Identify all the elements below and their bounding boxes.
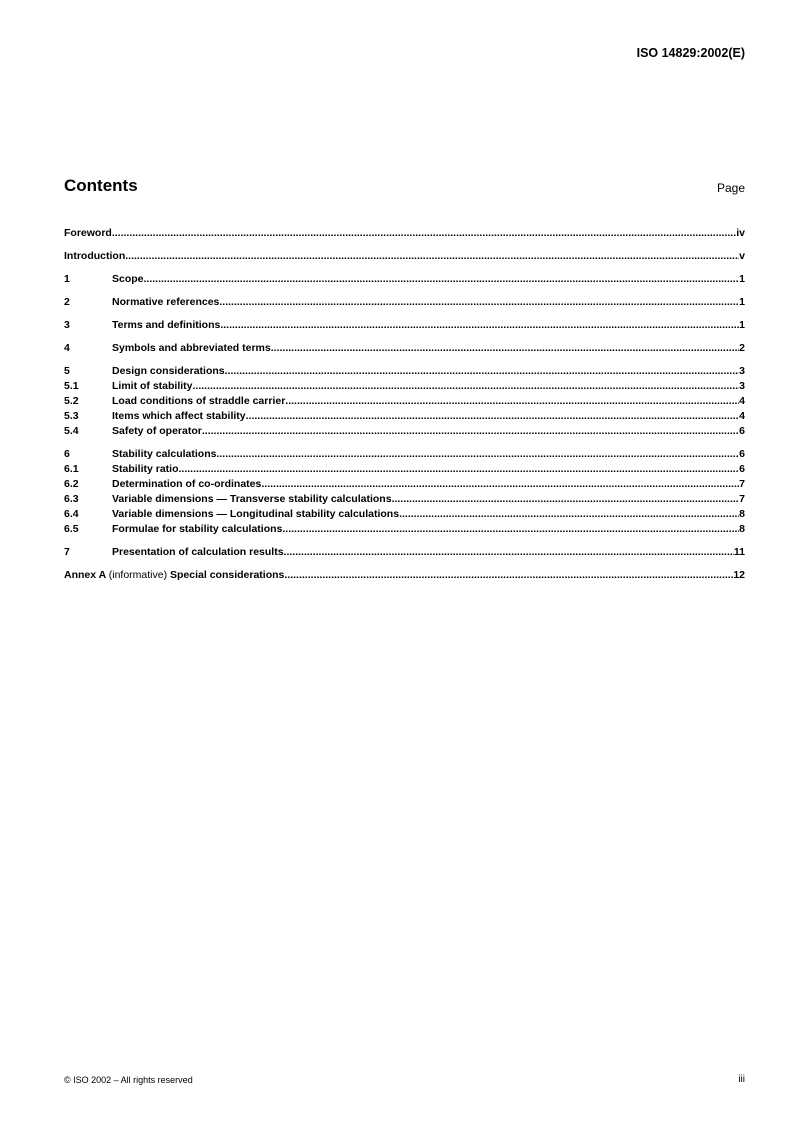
toc-leader-dots: [285, 394, 739, 409]
toc-entry-5-2[interactable]: [64, 394, 745, 409]
toc-entry-title: Determination of co-ordinates: [112, 478, 262, 490]
toc-entry-page: 3: [739, 380, 745, 392]
toc-entry-number: 6.3: [64, 493, 79, 505]
toc-entry-7[interactable]: [64, 545, 745, 560]
toc-entry-number: 5.2: [64, 395, 79, 407]
toc-entry-page: 4: [739, 395, 745, 407]
toc-leader-dots: [179, 462, 740, 477]
toc-entry-number: 5: [64, 365, 70, 377]
toc-entry-number: 2: [64, 296, 70, 308]
toc-entry-number: 6.1: [64, 463, 79, 475]
toc-entry-title: Formulae for stability calculations: [112, 523, 283, 535]
toc-entry-number: 7: [64, 546, 70, 558]
toc-entry-1[interactable]: [64, 272, 745, 287]
toc-entry-page: 12: [733, 569, 745, 581]
toc-entry-number: 5.3: [64, 410, 79, 422]
document-code: ISO 14829:2002(E): [636, 46, 745, 60]
toc-entry-number: 6.4: [64, 508, 79, 520]
toc-leader-dots: [193, 379, 740, 394]
page-column-label: Page: [716, 181, 745, 195]
toc-entry-title: Design considerations: [112, 365, 225, 377]
toc-entry-page: 8: [739, 508, 745, 520]
toc-entry-title: Presentation of calculation results: [112, 546, 284, 558]
annex-informative-note: (informative): [108, 569, 168, 581]
toc-entry-number: 6.5: [64, 523, 79, 535]
toc-entry-page: 1: [739, 319, 745, 331]
toc-entry-page: 6: [739, 448, 745, 460]
toc-annex-heading: [64, 568, 284, 583]
toc-entry-title: Symbols and abbreviated terms: [112, 342, 271, 354]
toc-entry-3[interactable]: [64, 318, 745, 333]
toc-entry-number: 4: [64, 342, 70, 354]
toc-entry-page: v: [739, 250, 745, 262]
toc-entry-number: 5.4: [64, 425, 79, 437]
toc-entry-page: 1: [739, 273, 745, 285]
toc-leader-dots: [125, 249, 739, 264]
toc-leader-dots: [112, 226, 736, 241]
toc-entry-4[interactable]: [64, 341, 745, 356]
toc-entry-page: 7: [739, 478, 745, 490]
toc-entry-annex-a[interactable]: [64, 568, 745, 583]
copyright-notice: © ISO 2002 – All rights reserved: [64, 1075, 193, 1085]
toc-entry-title: Stability calculations: [112, 448, 217, 460]
toc-entry-page: 1: [739, 296, 745, 308]
toc-entry-5-3[interactable]: [64, 409, 745, 424]
toc-entry-title: Limit of stability: [112, 380, 193, 392]
toc-entry-title: Variable dimensions — Longitudinal stability calculations: [112, 508, 400, 520]
toc-entry-number: 1: [64, 273, 70, 285]
toc-entry-title: Variable dimensions — Transverse stability calculations: [112, 493, 392, 505]
toc-leader-dots: [399, 507, 739, 522]
toc-entry-number: 6: [64, 448, 70, 460]
toc-leader-dots: [216, 447, 739, 462]
toc-entry-number: 3: [64, 319, 70, 331]
toc-entry-title: Introduction: [64, 250, 126, 262]
toc-entry-6-2[interactable]: [64, 477, 745, 492]
contents-heading: Contents: [64, 176, 138, 195]
toc-entry-number: 6.2: [64, 478, 79, 490]
toc-entry-page: 3: [739, 365, 745, 377]
toc-entry-6-5[interactable]: [64, 522, 745, 537]
toc-entry-title: Stability ratio: [112, 463, 179, 475]
toc-entry-title: Terms and definitions: [112, 319, 221, 331]
toc-entry-page: 11: [733, 546, 745, 558]
toc-entry-title: Normative references: [112, 296, 220, 308]
toc-leader-dots: [219, 295, 739, 310]
toc-entry-page: 6: [739, 425, 745, 437]
toc-entry-introduction[interactable]: [64, 249, 745, 264]
toc-leader-dots: [144, 272, 740, 287]
toc-entry-title: Safety of operator: [112, 425, 202, 437]
toc-entry-5-1[interactable]: [64, 379, 745, 394]
toc-leader-dots: [261, 477, 739, 492]
toc-entry-5-4[interactable]: [64, 424, 745, 439]
toc-leader-dots: [202, 424, 739, 439]
toc-entry-title: Load conditions of straddle carrier: [112, 395, 286, 407]
toc-entry-title: Scope: [112, 273, 144, 285]
toc-entry-number: 5.1: [64, 380, 79, 392]
toc-entry-title: Items which affect stability: [112, 410, 246, 422]
toc-entry-page: 4: [739, 410, 745, 422]
toc-entry-page: 6: [739, 463, 745, 475]
toc-entry-page: 2: [739, 342, 745, 354]
toc-leader-dots: [282, 522, 739, 537]
toc-entry-5[interactable]: [64, 364, 745, 379]
page-number: iii: [738, 1074, 745, 1085]
toc-entry-6-3[interactable]: [64, 492, 745, 507]
annex-title: Special considerations: [170, 569, 285, 581]
toc-entry-foreword[interactable]: [64, 226, 745, 241]
toc-leader-dots: [246, 409, 740, 424]
toc-entry-2[interactable]: [64, 295, 745, 310]
table-of-contents: [64, 226, 745, 583]
toc-leader-dots: [284, 545, 734, 560]
toc-entry-page: iv: [736, 227, 745, 239]
annex-label: Annex A: [64, 569, 106, 581]
toc-entry-6[interactable]: [64, 447, 745, 462]
toc-entry-title: Foreword: [64, 227, 112, 239]
toc-leader-dots: [271, 341, 739, 356]
toc-leader-dots: [220, 318, 739, 333]
toc-entry-6-4[interactable]: [64, 507, 745, 522]
toc-entry-page: 8: [739, 523, 745, 535]
toc-entry-6-1[interactable]: [64, 462, 745, 477]
toc-leader-dots: [225, 364, 740, 379]
toc-leader-dots: [284, 568, 733, 583]
toc-entry-page: 7: [739, 493, 745, 505]
toc-leader-dots: [392, 492, 740, 507]
